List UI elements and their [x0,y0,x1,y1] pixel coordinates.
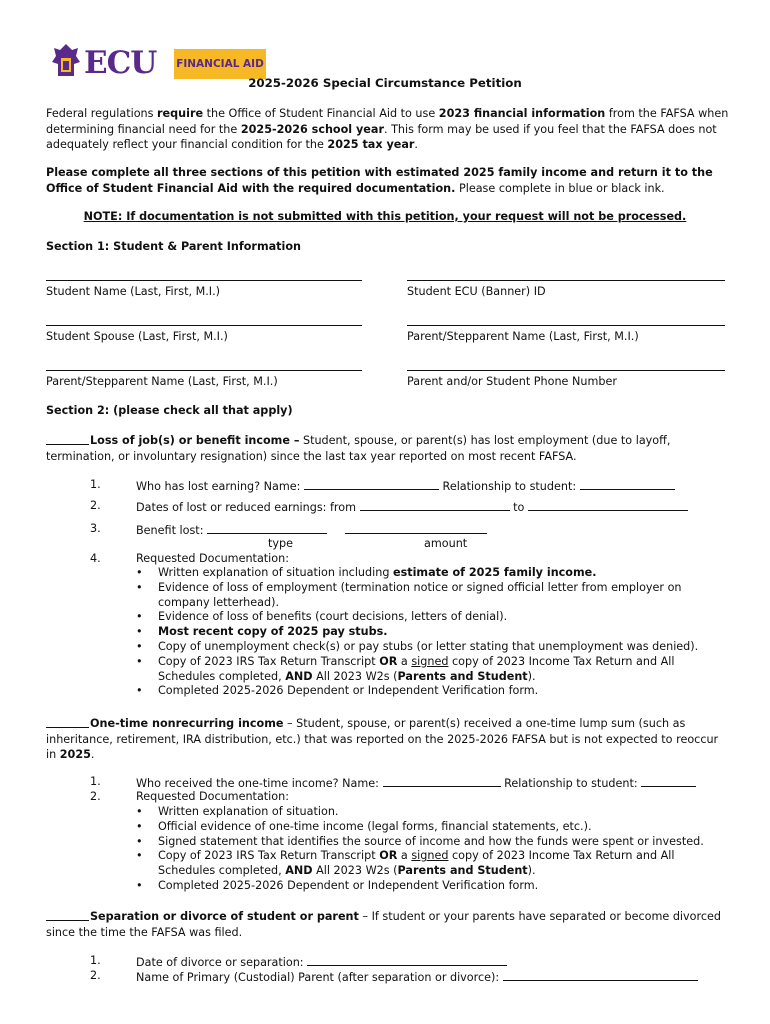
intro-paragraph: Federal regulations require the Office of Student Financial Aid to use 2023 financial information from the FAFSA when determining financial need for the 2025-2026 school year. This form may be used if you feel that the FAFSA does not adequately reflect your financial condition for the 2025 tax year. [46,107,729,151]
phone-line[interactable] [407,370,725,371]
dates-to-blank[interactable] [528,499,688,511]
phone-label: Parent and/or Student Phone Number [407,375,617,388]
list-item: • Completed 2025-2026 Dependent or Independent Verification form. [136,878,539,892]
job-loss-item-2: Dates of lost or reduced earnings: from to [136,499,688,514]
amount-caption: amount [424,537,468,550]
list-item: • Written explanation of situation. [136,805,339,818]
student-id-line[interactable] [407,280,725,281]
job-loss-doc-list [136,566,726,699]
list-item: • Most recent copy of 2025 pay stubs. [136,625,388,639]
one-time-requested-docs: Requested Documentation: [136,790,289,803]
one-time-doc-list [136,805,726,894]
page-title: 2025-2026 Special Circumstance Petition [248,76,522,90]
one-time-description: One-time nonrecurring income – Student, spouse, or parent(s) received a one-time lump sum (such as inheritance, retirement, IRA distribution, etc.) that was reported on the 2025-2026 FAFSA but is not expected to reoccur in 2025. [46,717,719,761]
list-item: • Signed statement that identifies the source of income and how the funds were spent or invested. [136,834,704,848]
list-item: • Evidence of loss of benefits (court decisions, letters of denial). [136,610,508,624]
note-text: NOTE: If documentation is not submitted with this petition, your request will not be processed. [83,210,687,223]
section2-heading: Section 2: (please check all that apply) [46,404,293,417]
one-time-relationship-blank[interactable] [641,775,696,787]
benefit-type-blank[interactable] [207,522,327,534]
list-item: • Copy of unemployment check(s) or pay stubs (or letter stating that unemployment was denied). [136,639,699,653]
one-time-item-2-number: 2. [90,790,101,803]
student-spouse-label: Student Spouse (Last, First, M.I.) [46,330,228,343]
logo-ecu-text: ECU [84,45,157,81]
custodial-parent-blank[interactable] [503,969,698,981]
student-name-label: Student Name (Last, First, M.I.) [46,285,221,298]
one-time-name-blank[interactable] [383,775,501,787]
section1-heading: Section 1: Student & Parent Information [46,240,301,253]
logo-financial-aid-text: FINANCIAL AID [174,49,266,79]
separation-item-1-number: 1. [90,954,101,967]
list-item: • Written explanation of situation including estimate of 2025 family income. [136,566,597,579]
student-id-label: Student ECU (Banner) ID [407,285,546,298]
job-loss-requested-docs: Requested Documentation: [136,552,289,565]
one-time-item-1: Who received the one-time income? Name: Relationship to student: [136,775,696,790]
separation-item-2-number: 2. [90,969,101,982]
one-time-item-1-number: 1. [90,775,101,788]
parent-name-label-2: Parent/Stepparent Name (Last, First, M.I.) [46,375,278,388]
list-item: • Completed 2025-2026 Dependent or Independent Verification form. [136,684,539,698]
job-loss-item-2-number: 2. [90,499,101,512]
job-loss-item-3: Benefit lost: [136,522,487,537]
student-spouse-line[interactable] [46,325,362,326]
list-item: • Official evidence of one-time income (legal forms, financial statements, etc.). [136,819,592,833]
divorce-date-blank[interactable] [307,954,507,966]
instructions-paragraph: Please complete all three sections of this petition with estimated 2025 family income and return it to the Office of Student Financial Aid with the required documentation. Please complete in blue or black ink. [46,166,713,195]
separation-item-1: Date of divorce or separation: [136,954,507,969]
list-item: • Copy of 2023 IRS Tax Return Transcript OR a signed copy of 2023 Income Tax Return and All Schedules completed, AND All 2023 W2s (Parents and Student). [136,849,675,878]
separation-description: Separation or divorce of student or parent – If student or your parents have separated or become divorced since the time the FAFSA was filed. [46,910,721,939]
job-loss-relationship-blank[interactable] [580,478,675,490]
parent-name-line-2[interactable] [46,370,362,371]
job-loss-item-1-number: 1. [90,478,101,491]
parent-name-line-1[interactable] [407,325,725,326]
job-loss-item-3-number: 3. [90,522,101,535]
job-loss-item-1: Who has lost earning? Name: Relationship to student: [136,478,675,493]
student-name-line[interactable] [46,280,362,281]
job-loss-description: Loss of job(s) or benefit income – Student, spouse, or parent(s) has lost employment (due to layoff, termination, or involuntary resignation) since the last tax year reported on most recent FAFSA. [46,434,671,463]
type-caption: type [268,537,293,550]
lost-earning-name-blank[interactable] [304,478,439,490]
dates-from-blank[interactable] [360,499,510,511]
parent-name-label-1: Parent/Stepparent Name (Last, First, M.I.) [407,330,639,343]
list-item: • Evidence of loss of employment (termination notice or signed official letter from employer on company letterhead). [136,580,682,609]
benefit-amount-blank[interactable] [345,522,487,534]
separation-item-2: Name of Primary (Custodial) Parent (after separation or divorce): [136,969,698,984]
list-item: • Copy of 2023 IRS Tax Return Transcript OR a signed copy of 2023 Income Tax Return and All Schedules completed, AND All 2023 W2s (Parents and Student). [136,654,675,683]
job-loss-item-4-number: 4. [90,552,101,565]
